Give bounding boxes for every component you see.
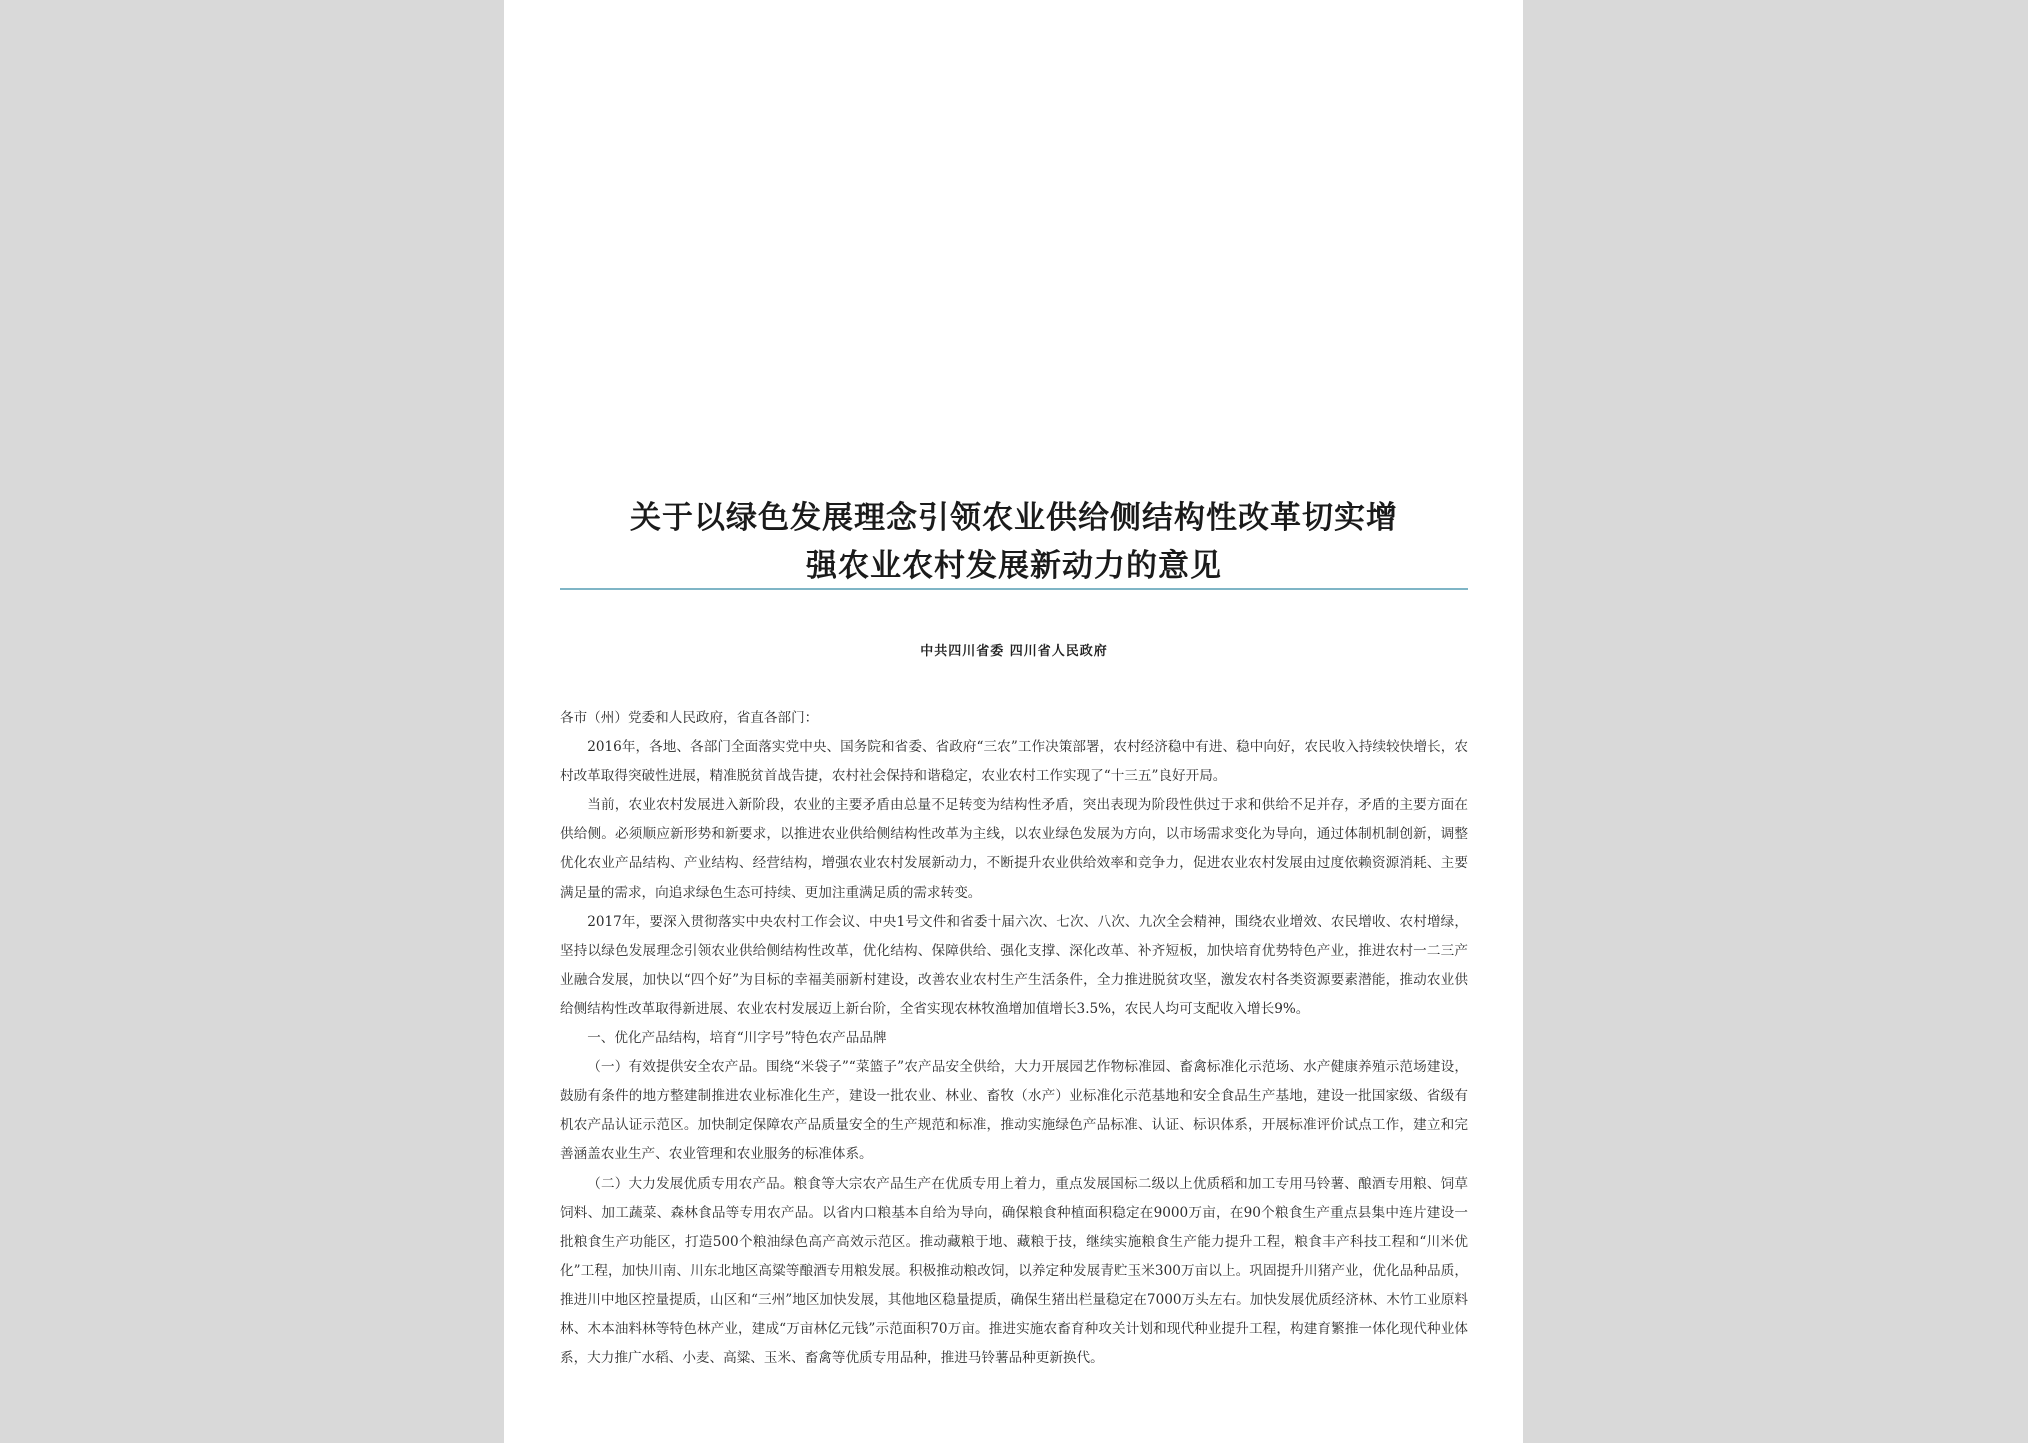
issuing-authority: 中共四川省委 四川省人民政府 [920,644,1108,659]
title-divider [560,588,1468,590]
document-page [504,0,1523,1443]
document-title-line-1: 关于以绿色发展理念引领农业供给侧结构性改革切实增 [630,500,1398,536]
paragraph-safe-products: （一）有效提供安全农产品。围绕“米袋子”“菜篮子”农产品安全供给，大力开展园艺作物标准园、畜禽标准化示范场、水产健康养殖示范场建设，鼓励有条件的地方整建制推进农业标准化生产，建设一批农业、林业、畜牧（水产）业标准化示范基地和安全食品生产基地，建设一批国家级、省级有机农产品认证示范区。加快制定保障农产品质量安全的生产规范和标准，推动实施绿色产品标准、认证、标识体系，开展标准评价试点工作，建立和完善涵盖农业生产、农业管理和农业服务的标准体系。 [560,1059,1468,1163]
salutation: 各市（州）党委和人民政府，省直各部门： [560,710,819,726]
document-body [560,704,1468,1373]
section-heading-1: 一、优化产品结构，培育“川字号”特色农产品品牌 [587,1030,887,1047]
paragraph-2016-review: 2016年，各地、各部门全面落实党中央、国务院和省委、省政府“三农”工作决策部署，农村经济稳中有进、稳中向好，农民收入持续较快增长，农村改革取得突破性进展，精准脱贫首战告捷，农村社会保持和谐稳定，农业农村工作实现了“十三五”良好开局。 [560,739,1468,785]
paragraph-quality-products: （二）大力发展优质专用农产品。粮食等大宗农产品生产在优质专用上着力，重点发展国标二级以上优质稻和加工专用马铃薯、酿酒专用粮、饲草饲料、加工蔬菜、森林食品等专用农产品。以省内口粮基本自给为导向，确保粮食种植面积稳定在9000万亩，在90个粮食生产重点县集中连片建设一批粮食生产功能区，打造500个粮油绿色高产高效示范区。推动藏粮于地、藏粮于技，继续实施粮食生产能力提升工程，粮食丰产科技工程和“川米优化”工程，加快川南、川东北地区高粱等酿酒专用粮发展。积极推动粮改饲，以养定种发展青贮玉米300万亩以上。巩固提升川猪产业，优化品种品质，推进川中地区控量提质，山区和“三州”地区加快发展，其他地区稳量提质，确保生猪出栏量稳定在7000万头左右。加快发展优质经济林、木竹工业原料林、木本油料林等特色林产业，建成“万亩林亿元钱”示范面积70万亩。推进实施农畜育种攻关计划和现代种业提升工程，构建育繁推一体化现代种业体系，大力推广水稻、小麦、高粱、玉米、畜禽等优质专用品种，推进马铃薯品种更新换代。 [560,1175,1468,1367]
paragraph-2017-goals: 2017年，要深入贯彻落实中央农村工作会议、中央1号文件和省委十届六次、七次、八次、九次全会精神，围绕农业增效、农民增收、农村增绿，坚持以绿色发展理念引领农业供给侧结构性改革，优化结构、保障供给、强化支撑、深化改革、补齐短板，加快培育优势特色产业，推进农村一二三产业融合发展，加快以“四个好”为目标的幸福美丽新村建设，改善农业农村生产生活条件，全力推进脱贫攻坚，激发农村各类资源要素潜能，推动农业供给侧结构性改革取得新进展、农业农村发展迈上新台阶，全省实现农林牧渔增加值增长3.5%，农民人均可支配收入增长9%。 [560,913,1468,1017]
document-title [560,494,1468,590]
paragraph-current-stage: 当前，农业农村发展进入新阶段，农业的主要矛盾由总量不足转变为结构性矛盾，突出表现为阶段性供过于求和供给不足并存，矛盾的主要方面在供给侧。必须顺应新形势和新要求，以推进农业供给侧结构性改革为主线，以农业绿色发展为方向，以市场需求变化为导向，通过体制机制创新，调整优化农业产品结构、产业结构、经营结构，增强农业农村发展新动力，不断提升农业供给效率和竞争力，促进农业农村发展由过度依赖资源消耗、主要满足量的需求，向追求绿色生态可持续、更加注重满足质的需求转变。 [560,797,1468,901]
document-title-line-2: 强农业农村发展新动力的意见 [806,548,1222,584]
